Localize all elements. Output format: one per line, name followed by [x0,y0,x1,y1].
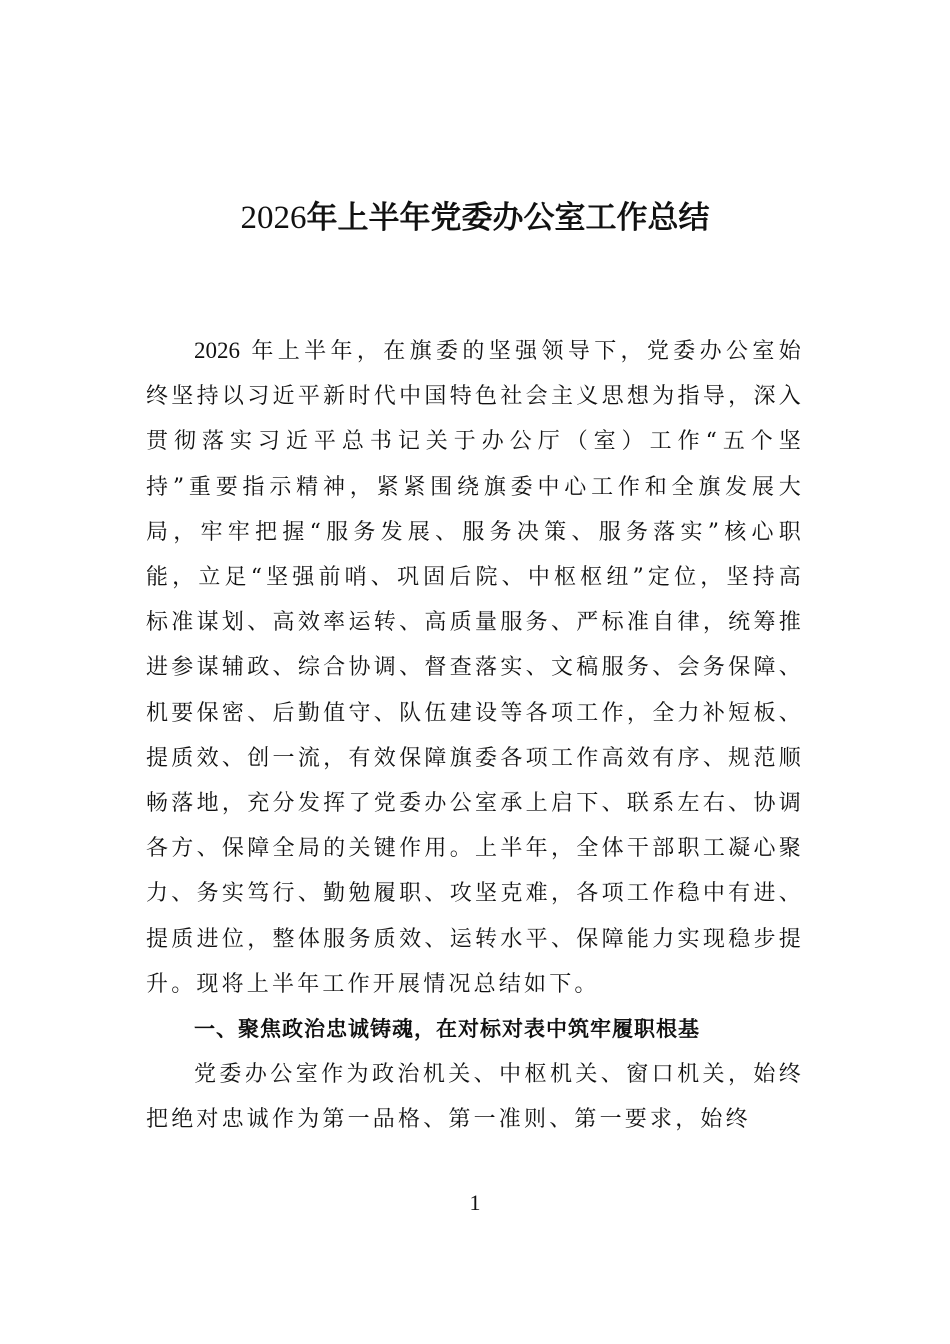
document-title [0,196,950,240]
page-number: 1 [469,1190,481,1215]
intro-text: 年上半年，在旗委的坚强领导下，党委办公室始终坚持以习近平新时代中国特色社会主义思想为指导，深入贯彻落实习近平总书记关于办公厅（室）工作“五个坚持”重要指示精神，紧紧围绕旗委中心工作和全旗发展大局，牢牢把握“服务发展、服务决策、服务落实”核心职能，立足“坚强前哨、巩固后院、中枢枢纽”定位，坚持高标准谋划、高效率运转、高质量服务、严标准自律，统筹推进参谋辅政、综合协调、督查落实、文稿服务、会务保障、机要保密、后勤值守、队伍建设等各项工作，全力补短板、提质效、创一流，有效保障旗委各项工作高效有序、规范顺畅落地，充分发挥了党委办公室承上启下、联系左右、协调各方、保障全局的关键作用。上半年，全体干部职工凝心聚力、务实笃行、勤勉履职、攻坚克难，各项工作稳中有进、提质进位，整体服务质效、运转水平、保障能力实现稳步提升。现将上半年工作开展情况总结如下。 [146,339,804,997]
intro-year: 2026 [194,338,240,363]
intro-paragraph [146,328,804,1007]
section-heading: 一、聚焦政治忠诚铸魂，在对标对表中筑牢履职根基 [194,1017,700,1042]
title-year: 2026 [240,200,307,236]
section-paragraph: 党委办公室作为政治机关、中枢机关、窗口机关，始终把绝对忠诚作为第一品格、第一准则、第一要求，始终 [146,1062,804,1133]
title-text: 年上半年党委办公室工作总结 [306,200,710,236]
document-body [146,328,804,1142]
